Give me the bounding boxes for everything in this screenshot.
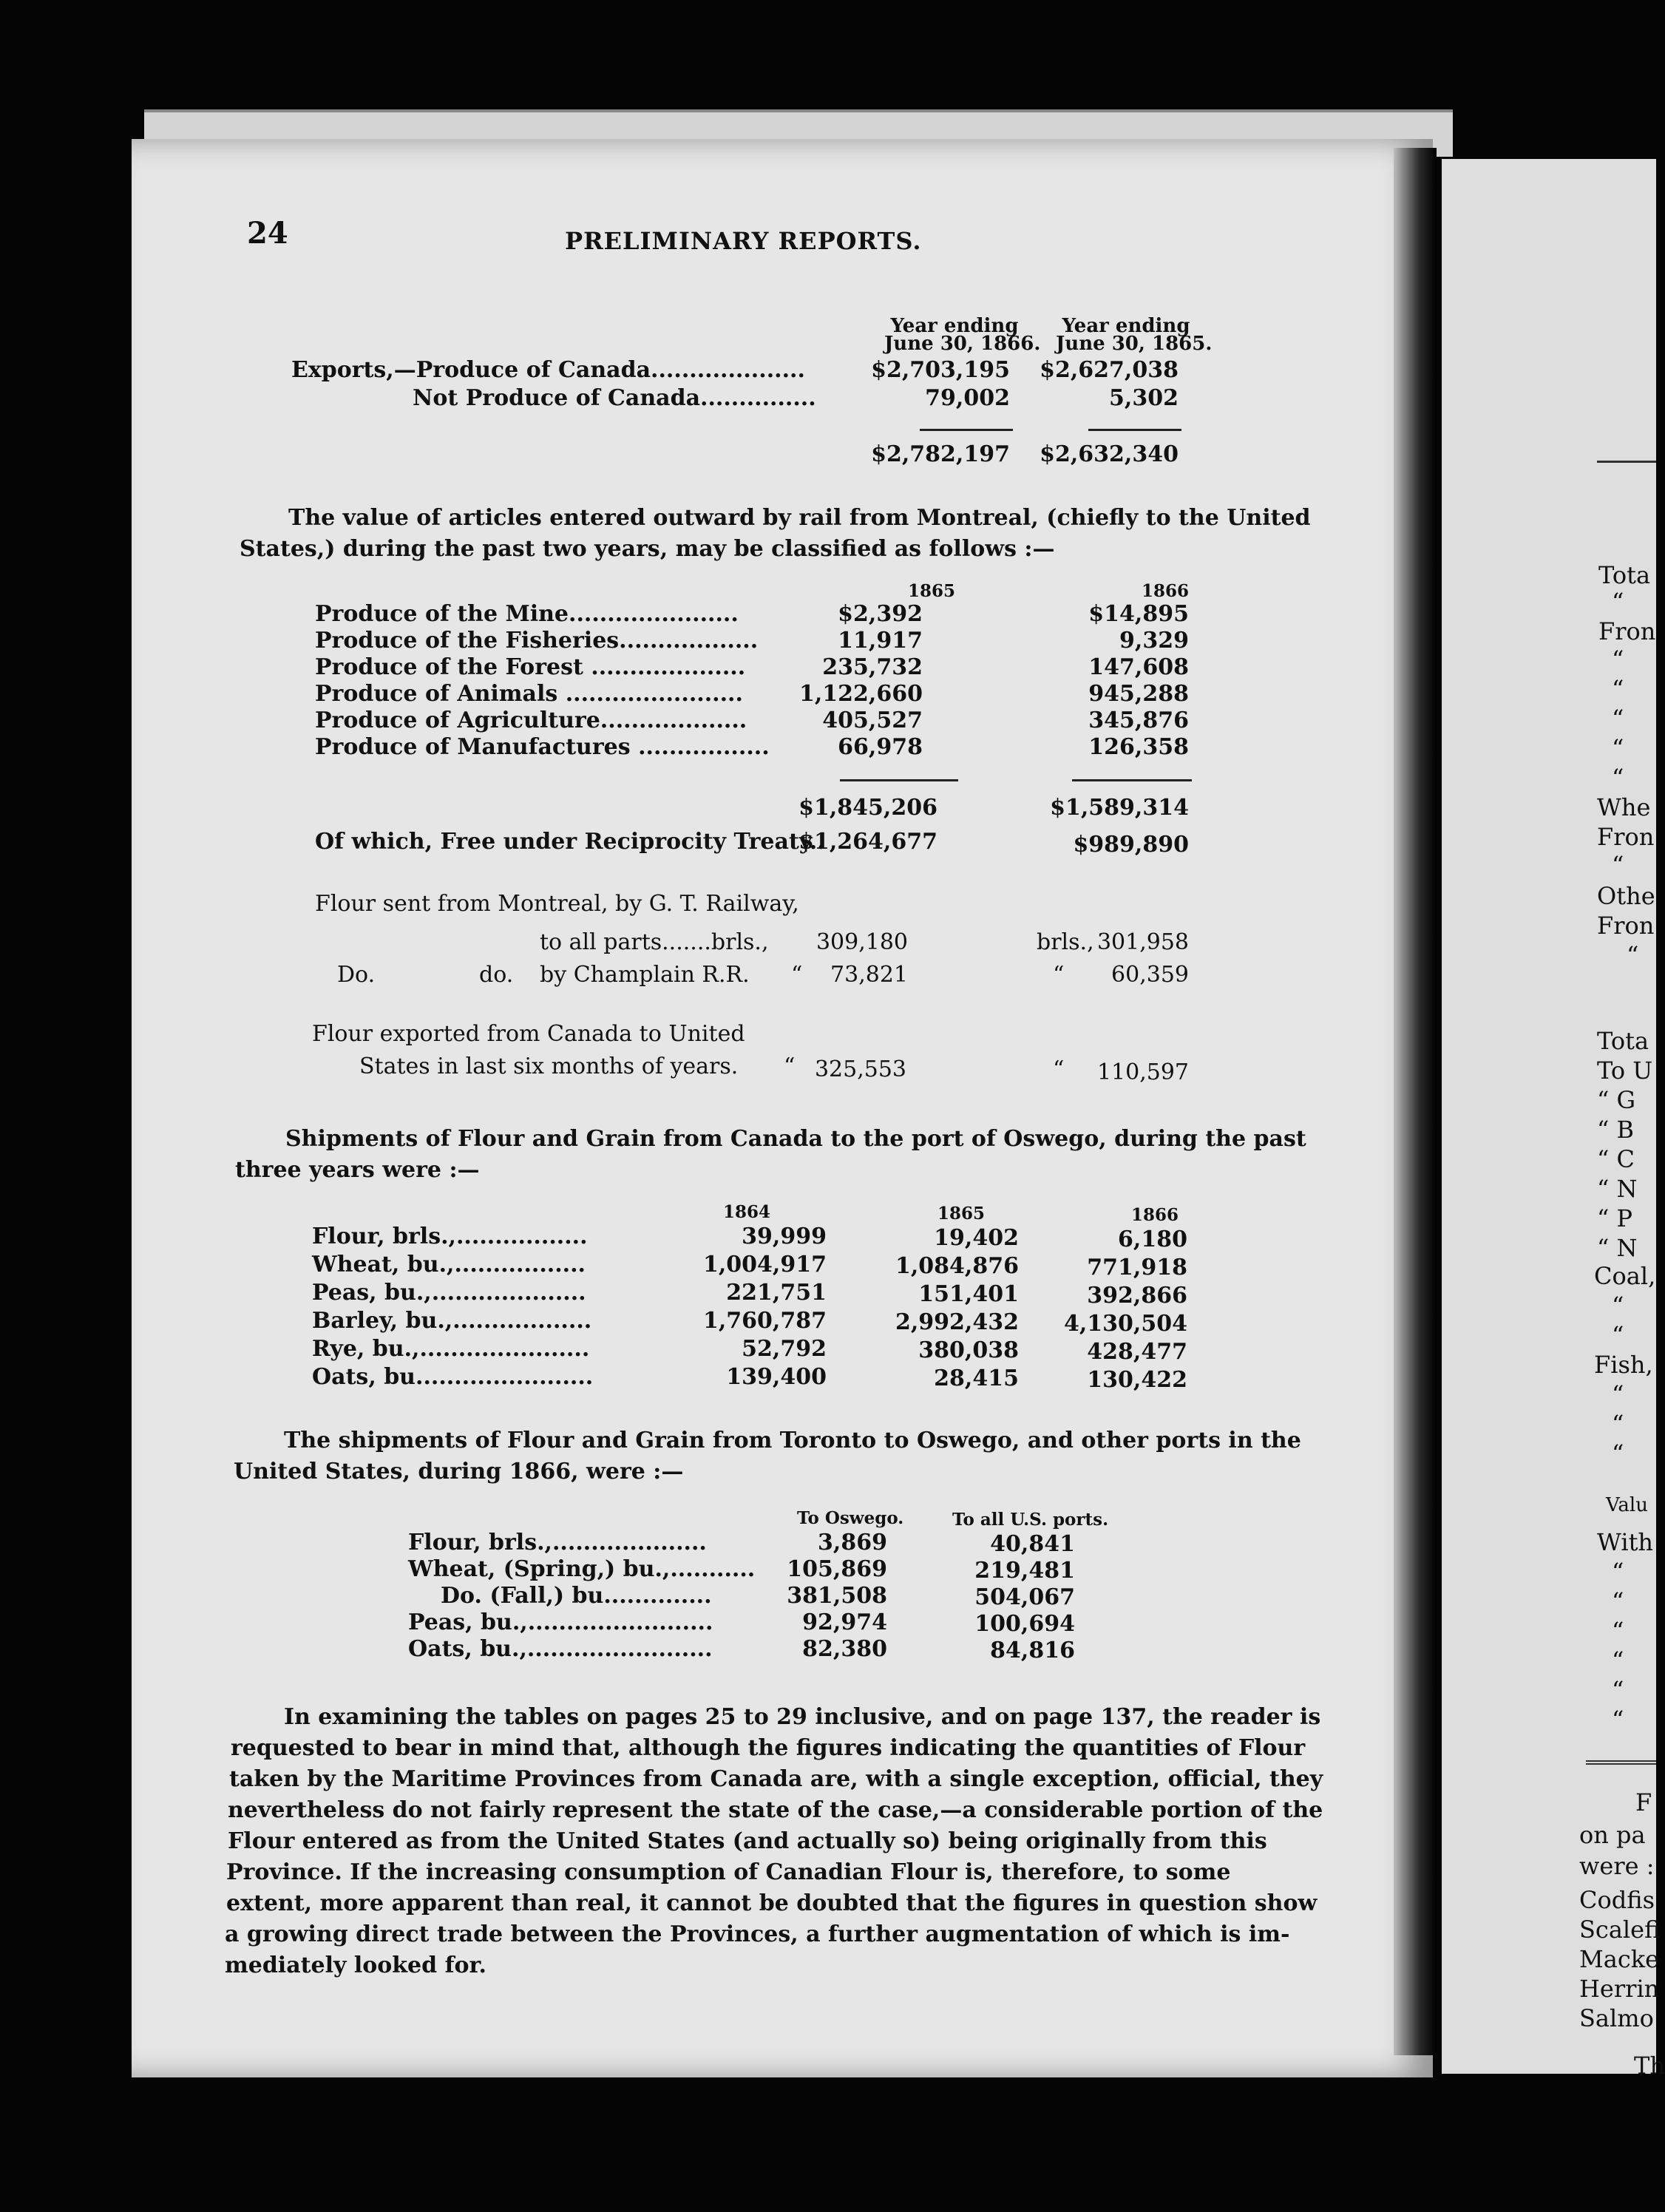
facing-fragment: on pa bbox=[1579, 1821, 1646, 1849]
facing-rule bbox=[1597, 461, 1656, 463]
oswego-year: 1865 bbox=[937, 1204, 986, 1224]
classified-total-rule bbox=[840, 779, 958, 781]
facing-fragment: “ bbox=[1612, 645, 1624, 674]
oswego-cell: 2,992,432 bbox=[895, 1309, 1019, 1335]
free-under-treaty-a: $1,264,677 bbox=[798, 829, 937, 855]
toronto-cell-b: 84,816 bbox=[990, 1638, 1075, 1663]
oswego-cell: 4,130,504 bbox=[1063, 1311, 1187, 1337]
facing-fragment: “ bbox=[1612, 588, 1624, 616]
ditto-mark: “ bbox=[1053, 962, 1065, 988]
classified-row-label: Produce of Animals ....................... bbox=[315, 681, 743, 707]
facing-fragment: Salmo bbox=[1579, 2004, 1654, 2032]
flour-montreal-v4: 60,359 bbox=[1111, 962, 1189, 988]
paragraph-line: Province. If the increasing consumption of Canadian Flour is, therefore, to some bbox=[226, 1859, 1231, 1885]
flour-montreal-do1: Do. bbox=[337, 962, 376, 988]
oswego-cell: 6,180 bbox=[1118, 1227, 1187, 1252]
oswego-cell: 1,084,876 bbox=[895, 1253, 1019, 1279]
exports-row-label: Not Produce of Canada............... bbox=[413, 385, 816, 411]
toronto-cell-a: 381,508 bbox=[787, 1583, 887, 1609]
classified-year-a: 1865 bbox=[908, 581, 956, 601]
oswego-cell: 380,038 bbox=[918, 1337, 1019, 1363]
free-under-treaty-label: Of which, Free under Reciprocity Treaty.. bbox=[315, 829, 825, 855]
toronto-row-label: Oats, bu.,........................ bbox=[408, 1636, 713, 1662]
facing-fragment: “ bbox=[1612, 1676, 1624, 1704]
toronto-cell-a: 105,869 bbox=[787, 1556, 887, 1582]
facing-page bbox=[1442, 159, 1665, 2080]
facing-fragment: F bbox=[1635, 1788, 1652, 1816]
paragraph-line: mediately looked for. bbox=[225, 1953, 486, 1978]
classified-row-b: 147,608 bbox=[1088, 654, 1189, 680]
flour-exported-line2: States in last six months of years. bbox=[359, 1054, 739, 1079]
oswego-year: 1866 bbox=[1131, 1205, 1179, 1225]
classified-row-label: Produce of the Forest .................... bbox=[315, 654, 746, 680]
classified-row-a: 66,978 bbox=[838, 734, 923, 760]
paragraph-line: The shipments of Flour and Grain from Toronto to Oswego, and other ports in the bbox=[284, 1428, 1301, 1453]
classified-row-b: 9,329 bbox=[1119, 628, 1189, 654]
toronto-row-label: Wheat, (Spring,) bu.,........... bbox=[408, 1556, 756, 1582]
facing-fragment: “ P bbox=[1597, 1204, 1633, 1232]
toronto-cell-b: 219,481 bbox=[974, 1558, 1075, 1584]
toronto-col-a: To Oswego. bbox=[797, 1508, 904, 1528]
facing-fragment: To U bbox=[1597, 1056, 1653, 1085]
exports-col1-header-l1: Year ending bbox=[890, 315, 1019, 337]
classified-row-b: $14,895 bbox=[1088, 601, 1189, 627]
flour-montreal-unit2: brls., bbox=[1037, 929, 1094, 955]
paragraph-line: nevertheless do not fairly represent the state of the case,—a considerable portion of the bbox=[228, 1797, 1323, 1823]
classified-row-a: 11,917 bbox=[838, 628, 923, 654]
classified-total-a: $1,845,206 bbox=[798, 795, 937, 821]
exports-total-rule bbox=[1088, 429, 1181, 431]
flour-montreal-do2: do. bbox=[479, 962, 514, 988]
toronto-cell-a: 92,974 bbox=[802, 1609, 887, 1635]
oswego-cell: 39,999 bbox=[742, 1224, 827, 1249]
paragraph-line: extent, more apparent than real, it cannot be doubted that the figures in question show bbox=[226, 1890, 1318, 1916]
oswego-cell: 392,866 bbox=[1087, 1283, 1187, 1309]
flour-montreal-line2: to all parts.......brls., bbox=[540, 929, 769, 955]
oswego-cell: 28,415 bbox=[934, 1365, 1019, 1391]
toronto-row-label: Peas, bu.,........................ bbox=[408, 1609, 713, 1635]
oswego-cell: 1,004,917 bbox=[702, 1252, 827, 1278]
facing-fragment: “ C bbox=[1597, 1145, 1635, 1173]
facing-fragment: Scalefi bbox=[1579, 1916, 1661, 1944]
toronto-cell-b: 100,694 bbox=[974, 1611, 1075, 1637]
oswego-row-label: Oats, bu....................... bbox=[312, 1364, 594, 1390]
oswego-row-label: Barley, bu.,.................. bbox=[312, 1308, 592, 1334]
flour-montreal-line1: Flour sent from Montreal, by G. T. Railway, bbox=[315, 891, 799, 917]
oswego-row-label: Rye, bu.,...................... bbox=[312, 1336, 590, 1362]
document-page bbox=[132, 139, 1433, 2077]
page-number: 24 bbox=[247, 216, 288, 251]
toronto-row-label: Flour, brls.,.................... bbox=[408, 1530, 707, 1555]
facing-fragment: “ N bbox=[1597, 1175, 1638, 1203]
toronto-col-b: To all U.S. ports. bbox=[952, 1510, 1109, 1530]
oswego-row-label: Wheat, bu.,................. bbox=[312, 1252, 586, 1278]
facing-double-rule bbox=[1586, 1760, 1656, 1765]
classified-total-rule bbox=[1072, 779, 1192, 781]
facing-fragment: “ B bbox=[1597, 1116, 1635, 1144]
facing-fragment: “ N bbox=[1597, 1234, 1638, 1262]
facing-fragment: “ bbox=[1612, 1321, 1624, 1349]
classified-row-a: $2,392 bbox=[838, 601, 923, 627]
oswego-year: 1864 bbox=[723, 1202, 771, 1222]
facing-fragment: Fron bbox=[1598, 617, 1656, 645]
facing-fragment: “ bbox=[1627, 941, 1639, 969]
facing-fragment: Fron bbox=[1597, 823, 1655, 851]
paragraph-line: Flour entered as from the United States (and actually so) being originally from this bbox=[228, 1828, 1267, 1854]
ditto-mark: “ bbox=[784, 1054, 796, 1079]
oswego-cell: 19,402 bbox=[934, 1225, 1019, 1251]
facing-fragment: Th bbox=[1634, 2052, 1665, 2080]
oswego-cell: 151,401 bbox=[918, 1281, 1019, 1307]
classified-row-a: 405,527 bbox=[822, 708, 923, 733]
facing-fragment: “ bbox=[1612, 734, 1624, 762]
paragraph-line: a growing direct trade between the Provinces, a further augmentation of which is im- bbox=[225, 1921, 1290, 1947]
facing-fragment: Fron bbox=[1597, 912, 1655, 940]
toronto-cell-b: 504,067 bbox=[974, 1584, 1075, 1610]
paragraph-line: United States, during 1866, were :— bbox=[234, 1459, 684, 1485]
classified-year-b: 1866 bbox=[1142, 581, 1190, 601]
oswego-row-label: Peas, bu.,.................... bbox=[312, 1280, 586, 1306]
ditto-mark: “ bbox=[1053, 1056, 1065, 1082]
exports-col2-header-l2: June 30, 1865. bbox=[1056, 333, 1213, 355]
facing-fragment: “ bbox=[1612, 1646, 1624, 1675]
toronto-row-label: Do. (Fall,) bu.............. bbox=[441, 1583, 712, 1609]
exports-row-1866: $2,703,195 bbox=[871, 357, 1010, 383]
classified-row-b: 126,358 bbox=[1088, 734, 1189, 760]
oswego-cell: 130,422 bbox=[1087, 1367, 1187, 1393]
facing-fragment: “ bbox=[1612, 1292, 1624, 1320]
facing-fragment: “ bbox=[1612, 1439, 1624, 1468]
running-head: PRELIMINARY REPORTS. bbox=[565, 227, 922, 255]
facing-fragment: “ bbox=[1612, 764, 1624, 792]
classified-row-a: 1,122,660 bbox=[798, 681, 923, 707]
classified-row-a: 235,732 bbox=[822, 654, 923, 680]
flour-montreal-line3: by Champlain R.R. bbox=[540, 962, 750, 988]
exports-col1-header-l2: June 30, 1866. bbox=[884, 333, 1041, 355]
toronto-cell-a: 82,380 bbox=[802, 1636, 887, 1662]
oswego-cell: 428,477 bbox=[1087, 1339, 1187, 1365]
facing-fragment: Whe bbox=[1597, 793, 1651, 821]
paragraph-line: three years were :— bbox=[235, 1157, 480, 1183]
flour-montreal-v2: 301,958 bbox=[1096, 929, 1189, 955]
flour-montreal-v1: 309,180 bbox=[815, 929, 908, 955]
classified-row-b: 345,876 bbox=[1088, 708, 1189, 733]
flour-exported-v1: 325,553 bbox=[814, 1056, 906, 1082]
flour-montreal-v3: 73,821 bbox=[830, 962, 908, 988]
facing-fragment: Herrin bbox=[1579, 1975, 1660, 2003]
exports-row-1865: $2,627,038 bbox=[1040, 357, 1179, 383]
paragraph-line: requested to bear in mind that, although the figures indicating the quantities of Flour bbox=[231, 1735, 1306, 1761]
classified-row-label: Produce of Manufactures ................. bbox=[315, 734, 770, 760]
classified-row-label: Produce of the Fisheries.................. bbox=[315, 628, 759, 654]
oswego-cell: 221,751 bbox=[726, 1280, 827, 1306]
facing-fragment: Othe bbox=[1597, 882, 1655, 910]
facing-fragment: “ bbox=[1612, 1558, 1624, 1586]
facing-fragment: “ bbox=[1612, 851, 1624, 879]
toronto-cell-b: 40,841 bbox=[990, 1531, 1075, 1557]
facing-fragment: Tota bbox=[1597, 1027, 1649, 1055]
facing-fragment: “ G bbox=[1597, 1086, 1636, 1114]
paragraph-line: Shipments of Flour and Grain from Canada to the port of Oswego, during the past bbox=[285, 1126, 1306, 1152]
exports-total-rule bbox=[920, 429, 1013, 431]
facing-fragment: Coal, bbox=[1594, 1262, 1656, 1290]
exports-row-1865: 5,302 bbox=[1109, 385, 1179, 411]
facing-fragment: Valu bbox=[1606, 1494, 1648, 1516]
oswego-cell: 1,760,787 bbox=[702, 1308, 827, 1334]
paragraph-line: taken by the Maritime Provinces from Canada are, with a single exception, official, they bbox=[229, 1766, 1323, 1792]
oswego-cell: 52,792 bbox=[742, 1336, 827, 1362]
classified-row-b: 945,288 bbox=[1088, 681, 1189, 707]
facing-fragment: “ bbox=[1612, 705, 1624, 733]
classified-row-label: Produce of Agriculture................... bbox=[315, 708, 747, 733]
facing-fragment: Codfis bbox=[1579, 1886, 1655, 1914]
facing-fragment: “ bbox=[1612, 1617, 1624, 1645]
flour-exported-v2: 110,597 bbox=[1096, 1059, 1189, 1085]
facing-fragment: “ bbox=[1612, 1706, 1624, 1734]
paragraph-line: States,) during the past two years, may be classified as follows :— bbox=[240, 536, 1055, 562]
exports-total-1866: $2,782,197 bbox=[871, 441, 1010, 467]
free-under-treaty-b: $989,890 bbox=[1073, 832, 1189, 858]
facing-fragment: Fish, bbox=[1594, 1351, 1653, 1379]
exports-row-1866: 79,002 bbox=[925, 385, 1010, 411]
toronto-cell-a: 3,869 bbox=[818, 1530, 887, 1555]
paragraph-line: The value of articles entered outward by rail from Montreal, (chiefly to the United bbox=[288, 505, 1311, 531]
facing-fragment: Tota bbox=[1598, 561, 1651, 589]
facing-fragment: “ bbox=[1612, 675, 1624, 703]
oswego-cell: 771,918 bbox=[1087, 1255, 1187, 1280]
classified-row-label: Produce of the Mine...................... bbox=[315, 601, 739, 627]
oswego-cell: 139,400 bbox=[726, 1364, 827, 1390]
ditto-mark: “ bbox=[791, 962, 803, 988]
classified-total-b: $1,589,314 bbox=[1050, 795, 1189, 821]
facing-fragment: “ bbox=[1612, 1410, 1624, 1438]
exports-col2-header-l1: Year ending bbox=[1062, 315, 1190, 337]
exports-total-1865: $2,632,340 bbox=[1040, 441, 1179, 467]
facing-fragment: “ bbox=[1612, 1587, 1624, 1615]
exports-row-label: Exports,—Produce of Canada.................... bbox=[291, 357, 805, 383]
facing-fragment: “ bbox=[1612, 1380, 1624, 1408]
book-gutter bbox=[1394, 148, 1437, 2055]
facing-fragment: With bbox=[1597, 1528, 1654, 1556]
facing-fragment: were : bbox=[1579, 1852, 1655, 1880]
facing-fragment: Macke bbox=[1579, 1945, 1660, 1973]
oswego-row-label: Flour, brls.,................. bbox=[312, 1224, 588, 1249]
flour-exported-line1: Flour exported from Canada to United bbox=[312, 1021, 745, 1047]
paragraph-line: In examining the tables on pages 25 to 29 inclusive, and on page 137, the reader is bbox=[284, 1704, 1321, 1730]
